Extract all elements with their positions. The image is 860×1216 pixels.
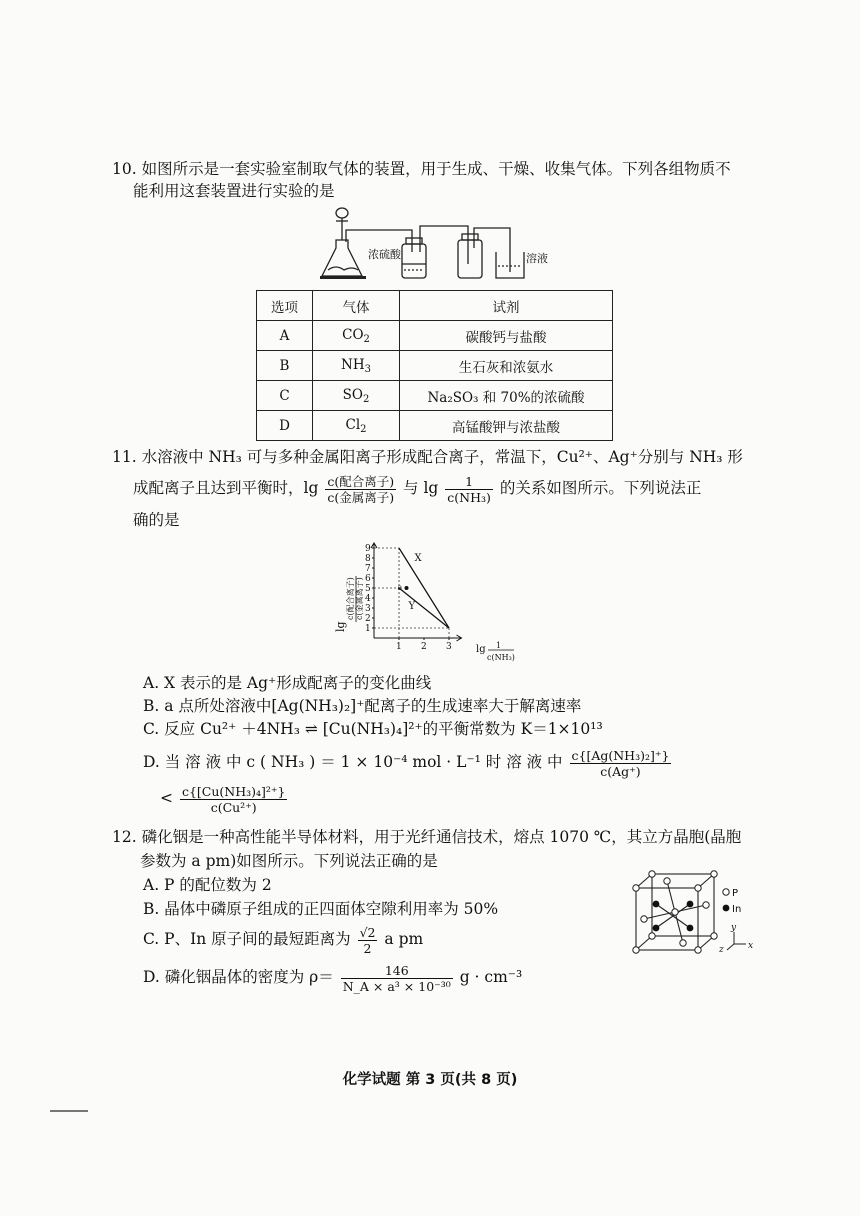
q12-text-line1: 12. 磷化铟是一种高性能半导体材料，用于光纤通信技术，熔点 1070 ℃，其立方晶胞(晶胞 [112, 828, 742, 846]
y-axis-num: c(配合离子) [346, 577, 355, 620]
header-reagent: 试剂 [400, 291, 613, 321]
p-atom-icon [680, 940, 686, 946]
legend-p-icon [723, 889, 729, 895]
in-atom-icon [653, 901, 660, 908]
x-tick-label: 3 [446, 642, 452, 652]
q11-option-d: D. 当 溶 液 中 c ( NH₃ ) ＝ 1 × 10⁻⁴ mol · L⁻¹ 时 溶 液 中 $\frac{\text{c\{[Ag(NH₃)₂]⁺\}}}{c(Ag^+)}$ [143, 747, 670, 779]
y-tick-label: 7 [365, 564, 371, 574]
gas-apparatus-figure [318, 204, 566, 284]
series-label-y: Y [408, 601, 416, 612]
option-cell: B [257, 351, 313, 381]
legend-in-icon [723, 905, 730, 912]
table-header-row [257, 291, 613, 321]
q11-fraction-ratio: $\frac{\text{c(配合离子)}}{\text{c(金属离子)}}$ [327, 473, 395, 505]
y-tick-label: 1 [365, 624, 371, 634]
q12-option-d-fraction: $\frac{146}{\text{N\_A × a³ × 10⁻³⁰}}$ [342, 962, 451, 994]
q11-text-line1: 11. 水溶液中 NH₃ 可与多种金属阳离子形成配合离子，常温下，Cu²⁺、Ag⁺分别与 NH₃ 形 [112, 448, 743, 466]
y-tick-label: 8 [365, 554, 371, 564]
crystal-cell-figure [628, 870, 762, 954]
reagent-cell: 高锰酸钾与浓盐酸 [400, 411, 613, 441]
q11-option-a: A. X 表示的是 Ag⁺形成配离子的变化曲线 [143, 674, 432, 692]
in-atom-icon [687, 925, 694, 932]
table-row [257, 411, 613, 441]
gas-cell: $NH_3$ [313, 351, 400, 381]
y-axis-prefix: lg [334, 621, 347, 632]
in-atom-icon [653, 925, 660, 932]
reagent-cell: 生石灰和浓氨水 [400, 351, 613, 381]
p-atom-icon [695, 947, 701, 953]
q12-option-b: B. 晶体中磷原子组成的正四面体空隙利用率为 50% [143, 900, 499, 918]
point-a-label: a [397, 583, 403, 592]
x-tick-label: 2 [421, 642, 427, 652]
axis-y-label: y [731, 923, 737, 933]
header-gas: 气体 [313, 291, 400, 321]
q11-option-d-fraction-cu: $\frac{\text{c\{[Cu(NH₃)₄]²⁺\}}}{\text{c(Cu²⁺)}}$ [181, 783, 286, 815]
reagent-cell: Na₂SO₃ 和 70%的浓硫酸 [400, 381, 613, 411]
x-axis-prefix: lg [476, 644, 486, 655]
p-atom-icon [664, 878, 670, 884]
p-atom-icon [711, 871, 717, 877]
margin-mark [50, 1110, 88, 1112]
y-axis-den: c(金属离子) [355, 577, 364, 620]
header-option: 选项 [257, 291, 313, 321]
p-atom-icon [649, 871, 655, 877]
z-axis-arrow-icon [727, 944, 734, 950]
q11-option-d-fraction-ag: $\frac{\text{c\{[Ag(NH₃)₂]⁺\}}}{c(Ag^+)}$ [571, 747, 670, 779]
q10-text-line2: 能利用这套装置进行实验的是 [133, 182, 335, 200]
q12-text-line2: 参数为 a pm)如图所示。下列说法正确的是 [140, 852, 438, 870]
q11-fraction-inverse: $\frac{1}{\text{c(NH₃)}}$ [447, 473, 491, 505]
p-atom-icon [633, 947, 639, 953]
option-cell: C [257, 381, 313, 411]
acid-label: 浓硫酸 [368, 248, 401, 261]
q10-options-table [256, 290, 613, 441]
p-atom-icon [672, 909, 678, 915]
gas-cell: $CO_2$ [313, 321, 400, 351]
table-row [257, 321, 613, 351]
gas-cell: $Cl_2$ [313, 411, 400, 441]
page-footer: 化学试题 第 3 页(共 8 页) [342, 1072, 518, 1088]
series-label-x: X [414, 553, 422, 564]
x-axis-den: c(NH₃) [487, 653, 515, 662]
q11-option-d-continued: < $\frac{\text{c\{[Cu(NH₃)₄]²⁺\}}}{\text{c(Cu²⁺)}}$ [160, 783, 286, 815]
q11-option-c: C. 反应 Cu²⁺ ＋4NH₃ ⇌ [Cu(NH₃)₄]²⁺的平衡常数为 K＝1×10¹³ [143, 720, 603, 738]
y-tick-label: 6 [365, 574, 371, 584]
q11-chart [334, 534, 540, 668]
axis-z-label: z [719, 945, 724, 955]
option-cell: D [257, 411, 313, 441]
y-tick-label: 3 [365, 604, 371, 614]
x-axis-num: 1 [496, 641, 502, 650]
solution-label: 溶液 [526, 252, 548, 265]
table-row [257, 351, 613, 381]
p-atom-icon [711, 933, 717, 939]
q11-text-line2: 成配离子且达到平衡时，lg $\frac{\text{c(配合离子)}}{\text{c(金属离子)}}$ 与 lg $\frac{1}{\text{c(NH₃)}}$ 的关系如图所示。下列说法正 [133, 473, 702, 505]
q10-text-line1: 10. 如图所示是一套实验室制取气体的装置，用于生成、干燥、收集气体。下列各组物质不 [112, 160, 731, 178]
p-atom-icon [695, 885, 701, 891]
q11-option-b: B. a 点所处溶液中[Ag(NH₃)₂]⁺配离子的生成速率大于解离速率 [143, 697, 582, 715]
option-cell: A [257, 321, 313, 351]
y-tick-label: 5 [365, 584, 371, 594]
legend-p-label: P [732, 888, 739, 899]
y-tick-label: 4 [365, 594, 371, 604]
q12-option-a: A. P 的配位数为 2 [143, 876, 272, 894]
legend-in-label: In [732, 904, 742, 915]
q12-option-c-fraction: $\frac{√2}{2}$ [359, 924, 376, 956]
table-row [257, 381, 613, 411]
reagent-cell: 碳酸钙与盐酸 [400, 321, 613, 351]
in-atom-icon [687, 901, 694, 908]
y-tick-label: 2 [365, 614, 371, 624]
q12-option-c: C. P、In 原子间的最短距离为 $\frac{√2}{2}$ a pm [143, 924, 424, 956]
x-tick-label: 1 [396, 642, 402, 652]
q11-text-line3: 确的是 [133, 511, 180, 529]
axis-x-label: x [748, 941, 754, 951]
gas-cell: $SO_2$ [313, 381, 400, 411]
q12-option-d: D. 磷化铟晶体的密度为 ρ＝ $\frac{146}{\text{N\_A × a³ × 10⁻³⁰}}$ g · cm⁻³ [143, 962, 523, 994]
p-atom-icon [703, 902, 709, 908]
p-atom-icon [633, 885, 639, 891]
point-a-marker [405, 586, 409, 590]
p-atom-icon [649, 933, 655, 939]
series-line-y [399, 588, 449, 628]
y-tick-label: 9 [365, 544, 371, 554]
p-atom-icon [641, 916, 647, 922]
